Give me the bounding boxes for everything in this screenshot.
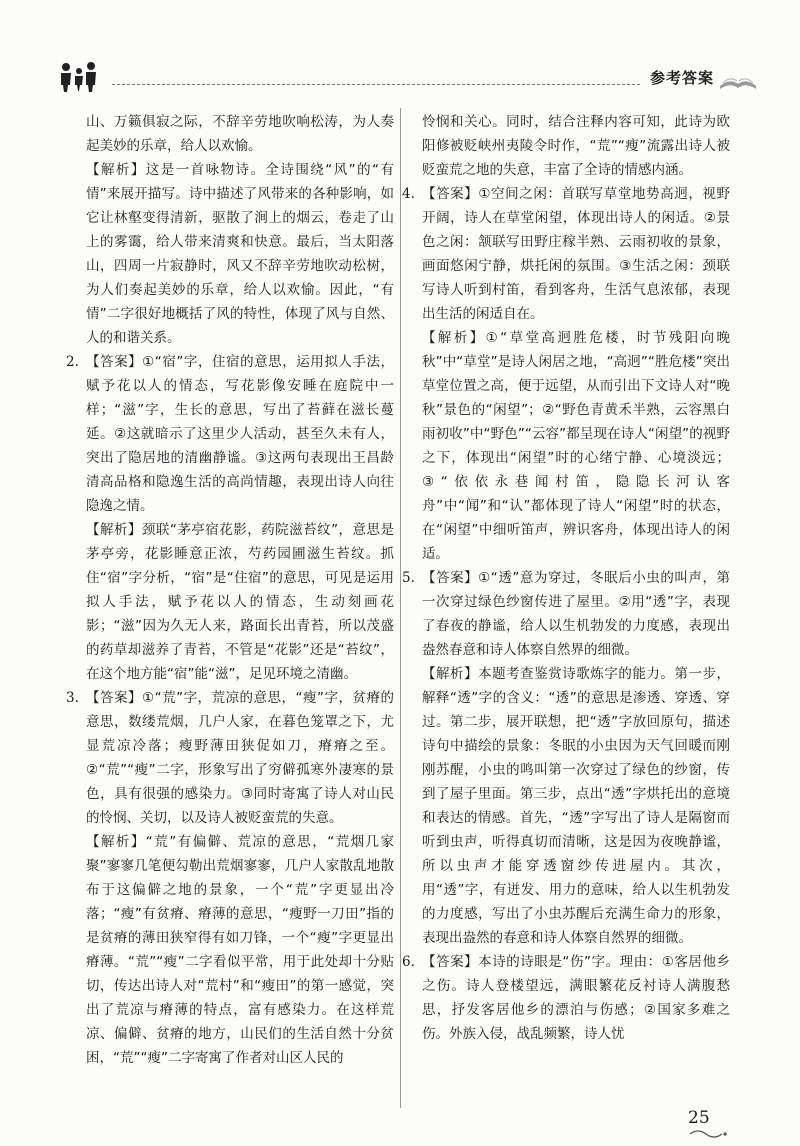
family-silhouette-icon — [58, 62, 102, 92]
question-number: 3. — [66, 690, 79, 706]
question-5 — [402, 566, 730, 950]
answer-paragraph: 【答案】本诗的诗眼是“伤”字。理由：①客居他乡之伤。诗人登楼望远，满眼繁花反衬诗人满腹愁思，抒发客居他乡的漂泊与伤感；②国家多难之伤。外族入侵，战乱频繁，诗人忧 — [422, 954, 730, 1042]
swirl-ornament-icon — [688, 1128, 728, 1140]
page-number: 25 — [688, 1108, 710, 1128]
answer-paragraph: 【答案】①“透”意为穿过，冬眠后小虫的叫声，第一次穿过绿色纱窗传进了屋里。②用“透”字，表现了春夜的静谧，给人以生机勃发的力度感，表现出盎然春意和诗人体察自然界的细微。 — [422, 570, 730, 658]
answer-paragraph: 【答案】①“荒”字，荒凉的意思，“瘦”字，贫瘠的意思，数缕荒烟，几户人家，在暮色笼罩之下，尤显荒凉冷落；瘦野薄田狭促如刀，瘠瘠之至。②“荒”“瘦”二字，形象写出了穷僻孤寒外凄寒的景色，具有很强的感染力。③同时寄寓了诗人对山民的怜悯、关切，以及诗人被贬蛮荒的失意。 — [86, 690, 394, 826]
question-2 — [66, 350, 394, 686]
continued-answer: 山、万籁俱寂之际，不辞辛劳地吹响松涛，为人奏起美妙的乐章，给人以欢愉。 — [86, 114, 394, 154]
question-6 — [402, 950, 730, 1046]
column-divider — [400, 108, 401, 1108]
open-book-icon — [718, 68, 758, 92]
question-number: 4. — [402, 186, 415, 202]
answer-paragraph: 【答案】①空间之闲：首联写草堂地势高迥，视野开阔，诗人在草堂闲望，体现出诗人的闲适。②景色之闲：颔联写田野庄稼半熟、云雨初收的景象，画面悠闲宁静，烘托闲的氛围。③生活之闲：颈联写诗人听到村笛，看到客舟，生活气息浓郁，表现出生活的闲适自在。 — [422, 186, 730, 322]
question-4 — [402, 182, 730, 566]
question-number: 6. — [402, 954, 415, 970]
page-header — [58, 58, 758, 98]
left-column — [66, 110, 394, 1070]
analysis-paragraph: 【解析】①“草堂高迥胜危楼，时节残阳向晚秋”中“草堂”是诗人闲居之地，“高迥”“胜危楼”突出草堂位置之高，便于远望，从而引出下文诗人对“晚秋”景色的“闲望”；②“野色青黄禾半熟，云容黑白雨初收”中“野色”“云容”都呈现在诗人“闲望”的视野之下，体现出“闲望”时的心绪宁静、心境淡远；③“依依永巷闻村笛，隐隐长河认客舟”中“闻”和“认”都体现了诗人“闲望”时的状态，在“闲望”中细听笛声，辨识客舟，体现出诗人的闲适。 — [422, 330, 730, 562]
analysis-paragraph: 【解析】这是一首咏物诗。全诗围绕“风”的“有情”来展开描写。诗中描述了风带来的各种影响，如它让林壑变得清新，驱散了涧上的烟云，卷走了山上的雾霭，给人带来清爽和快意。最后，当太阳落山，四周一片寂静时，风又不辞辛劳地吹动松树，为人们奏起美妙的乐章，给人以欢愉。因此，“有情”二字很好地概括了风的特性，体现了风与自然、人的和谐关系。 — [86, 162, 394, 346]
question-number: 2. — [66, 354, 79, 370]
continued-analysis: 怜悯和关心。同时，结合注释内容可知，此诗为欧阳修被贬峡州夷陵令时作，“荒”“瘦”流露出诗人被贬蛮荒之地的失意，丰富了全诗的情感内涵。 — [422, 114, 730, 178]
question-3 — [66, 686, 394, 1070]
header-rule — [112, 84, 640, 85]
question-number: 5. — [402, 570, 415, 586]
analysis-paragraph: 【解析】“荒”有偏僻、荒凉的意思，“荒烟几家聚”寥寥几笔便勾勒出荒烟寥寥，几户人家散乱地散布于这偏僻之地的景象，一个“荒”字更显出冷落；“瘦”有贫瘠、瘠薄的意思，“瘦野一刀田”指的是贫瘠的薄田狭窄得有如刀锋，一个“瘦”字更显出瘠薄。“荒”“瘦”二字看似平常，用于此处却十分贴切，传达出诗人对“荒村”和“瘦田”的第一感觉，突出了荒凉与瘠薄的特点，富有感染力。在这样荒凉、偏僻、贫瘠的地方，山民们的生活自然十分贫困，“荒”“瘦”二字寄寓了作者对山区人民的 — [86, 834, 394, 1066]
answer-paragraph: 【答案】①“宿”字，住宿的意思，运用拟人手法，赋予花以人的情态，写花影像安睡在庭院中一样；“滋”字，生长的意思，写出了苔藓在滋长蔓延。②这就暗示了这里少人活动，甚至久未有人，突出了隐居地的清幽静谧。③这两句表现出王昌龄清高品格和隐逸生活的高尚情趣，表现出诗人向往隐逸之情。 — [86, 354, 394, 514]
analysis-paragraph: 【解析】颈联“茅亭宿花影，药院滋苔纹”，意思是茅亭旁，花影睡意正浓，芍药园圃滋生苔纹。抓住“宿”字分析，“宿”是“住宿”的意思，可见是运用拟人手法，赋予花以人的情态，生动刻画花影；“滋”因为久无人来，路面长出青苔，所以茂盛的药草却滋养了青苔，不管是“花影”还是“苔纹”，在这个地方能“宿”能“滋”，足见环境之清幽。 — [86, 522, 394, 682]
right-column — [402, 110, 730, 1046]
section-title: 参考答案 — [649, 69, 714, 87]
analysis-paragraph: 【解析】本题考查鉴赏诗歌炼字的能力。第一步，解释“透”字的含义：“透”的意思是渗透、穿透、穿过。第二步，展开联想，把“透”字放回原句，描述诗句中描绘的景象：冬眠的小虫因为天气回暖而刚刚苏醒，小虫的鸣叫第一次穿过了绿色的纱窗，传到了屋子里面。第三步，点出“透”字烘托出的意境和表达的情感。首先，“透”字写出了诗人是隔窗而听到虫声，听得真切而清晰，这是因为夜晚静谧，所以虫声才能穿透窗纱传进屋内。其次，用“透”字，有迸发、用力的意味，给人以生机勃发的力度感，写出了小虫苏醒后充满生命力的形象，表现出盎然的春意和诗人体察自然界的细微。 — [422, 666, 730, 946]
